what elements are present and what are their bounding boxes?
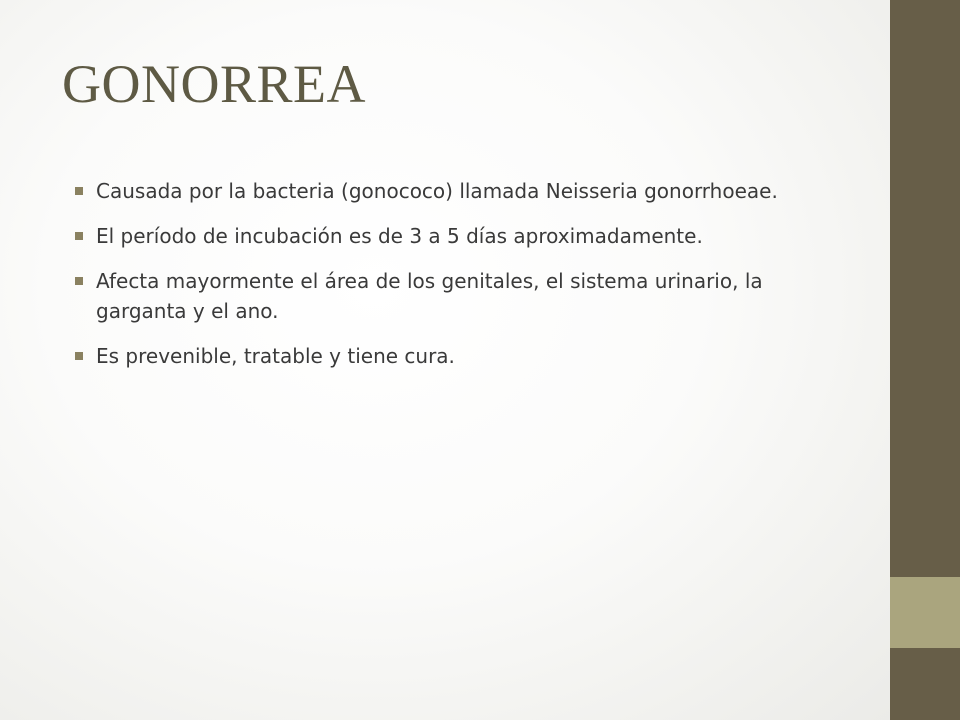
bullet-text: Causada por la bacteria (gonococo) llamada Neisseria gonorrhoeae. xyxy=(96,179,778,203)
bullet-item xyxy=(72,221,842,251)
bullet-item xyxy=(72,176,842,206)
bullet-text: Es prevenible, tratable y tiene cura. xyxy=(96,344,455,368)
bullet-list xyxy=(72,176,842,386)
side-accent-block xyxy=(890,577,960,648)
bullet-item xyxy=(72,266,842,326)
square-bullet-icon xyxy=(75,277,83,285)
slide-title: GONORREA xyxy=(62,54,367,114)
square-bullet-icon xyxy=(75,232,83,240)
bullet-text: Afecta mayormente el área de los genitales, el sistema urinario, la garganta y el ano. xyxy=(96,269,763,323)
bullet-text: El período de incubación es de 3 a 5 días aproximadamente. xyxy=(96,224,703,248)
bullet-item xyxy=(72,341,842,371)
square-bullet-icon xyxy=(75,187,83,195)
square-bullet-icon xyxy=(75,352,83,360)
